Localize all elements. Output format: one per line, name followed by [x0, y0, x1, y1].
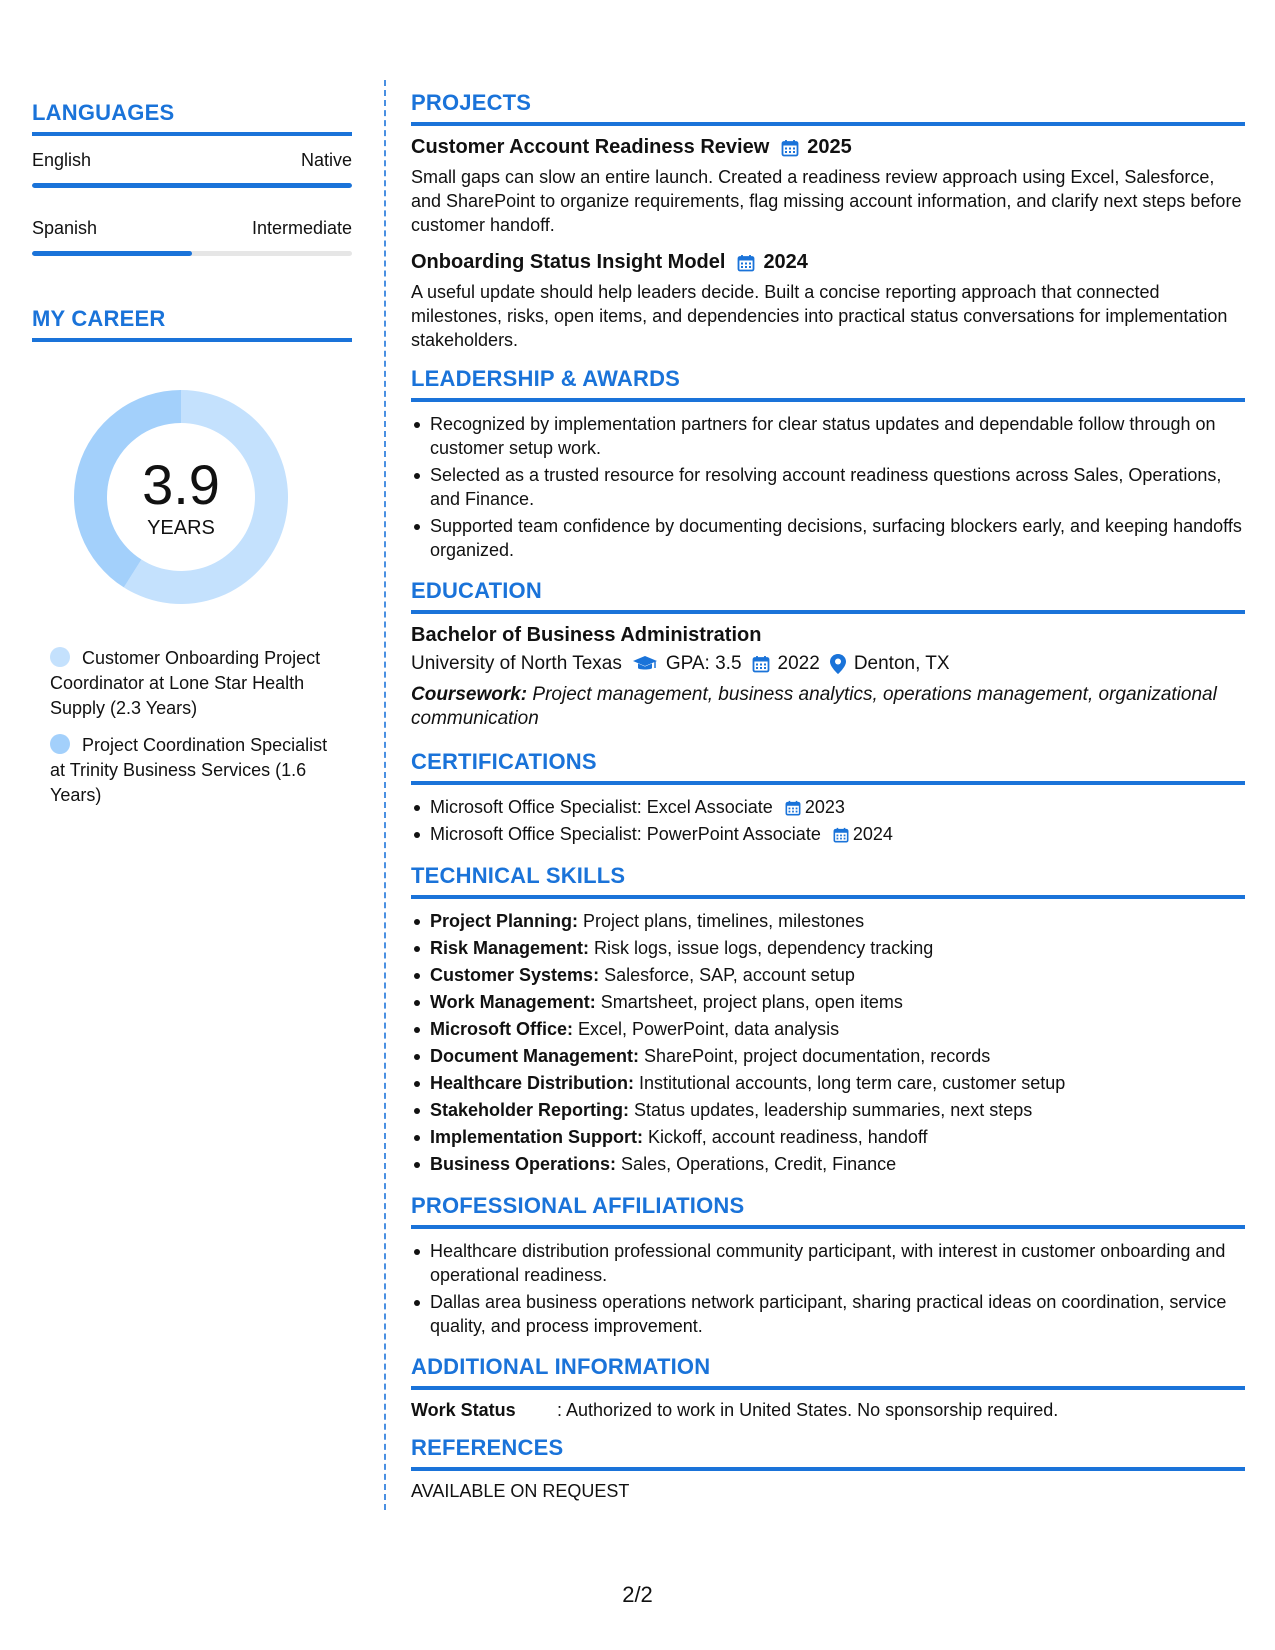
- skill-label: Implementation Support:: [430, 1127, 643, 1147]
- language-level: Native: [300, 150, 352, 170]
- language-item: [32, 150, 352, 188]
- location-pin-icon: [830, 654, 846, 674]
- skill-label: Stakeholder Reporting:: [430, 1100, 630, 1120]
- language-name: Spanish: [32, 218, 98, 238]
- page-number: 2/2: [622, 1582, 653, 1607]
- skills-title: TECHNICAL SKILLS: [411, 863, 1245, 899]
- calendar-icon: [785, 800, 801, 816]
- certifications-list: [411, 795, 1245, 847]
- list-item: [411, 909, 1245, 934]
- language-proficiency-bar: [32, 183, 352, 188]
- legend-dot-icon: [50, 647, 70, 667]
- skill-label: Risk Management:: [430, 938, 590, 958]
- coursework-label: Coursework:: [411, 684, 528, 705]
- career-legend: [32, 646, 352, 808]
- work-status-row: [411, 1400, 1245, 1421]
- left-column: [32, 100, 352, 820]
- work-status-label: Work Status: [411, 1400, 516, 1420]
- skill-label: Project Planning:: [430, 911, 579, 931]
- calendar-icon: [833, 827, 849, 843]
- additional-info-title: ADDITIONAL INFORMATION: [411, 1354, 1245, 1390]
- coursework-text: Project management, business analytics, operations management, organizational communication: [411, 684, 1217, 729]
- skill-value: Excel, PowerPoint, data analysis: [573, 1019, 840, 1039]
- career-total-years: 3.9: [142, 452, 220, 516]
- project-item: [411, 251, 1245, 352]
- education-year: 2022: [777, 653, 820, 674]
- education-title: EDUCATION: [411, 578, 1245, 614]
- legend-dot-icon: [50, 734, 70, 754]
- career-legend-text: Customer Onboarding Project Coordinator at Lone Star Health Supply (2.3 Years): [50, 648, 321, 718]
- language-proficiency-bar: [32, 251, 352, 256]
- calendar-icon: [781, 139, 799, 157]
- project-description: Small gaps can slow an entire launch. Created a readiness review approach using Excel, Salesforce, and SharePoint to organize requirements, flag missing account information, and clarify next steps before customer handoff.: [411, 167, 1242, 235]
- career-section: [32, 306, 352, 808]
- list-item: Selected as a trusted resource for resolving account readiness questions across Sales, Operations, and Finance.: [411, 463, 1245, 511]
- skill-value: Sales, Operations, Credit, Finance: [616, 1154, 897, 1174]
- certification-name: Microsoft Office Specialist: PowerPoint Associate: [430, 824, 821, 844]
- career-legend-item: [50, 646, 330, 721]
- project-item: [411, 136, 1245, 237]
- list-item: [411, 990, 1245, 1015]
- leadership-list: [411, 412, 1245, 562]
- certification-year: 2024: [852, 824, 893, 844]
- list-item: [411, 795, 1245, 820]
- list-item: [411, 1044, 1245, 1069]
- column-divider: [384, 80, 386, 1510]
- list-item: [411, 1152, 1245, 1177]
- education-coursework: [411, 683, 1245, 731]
- languages-title: LANGUAGES: [32, 100, 352, 136]
- list-item: [411, 822, 1245, 847]
- skill-value: Smartsheet, project plans, open items: [595, 992, 903, 1012]
- career-years-unit: YEARS: [147, 516, 215, 539]
- education-gpa: GPA: 3.5: [665, 653, 742, 674]
- right-column: [411, 90, 1245, 1502]
- skill-value: SharePoint, project documentation, records: [639, 1046, 991, 1066]
- calendar-icon: [752, 655, 770, 673]
- project-name: Onboarding Status Insight Model: [411, 251, 726, 273]
- skill-label: Business Operations:: [430, 1154, 617, 1174]
- skill-value: Kickoff, account readiness, handoff: [643, 1127, 928, 1147]
- skill-label: Microsoft Office:: [430, 1019, 574, 1039]
- certifications-title: CERTIFICATIONS: [411, 749, 1245, 785]
- education-school: University of North Texas: [411, 653, 622, 674]
- certification-name: Microsoft Office Specialist: Excel Associate: [430, 797, 773, 817]
- career-title: MY CAREER: [32, 306, 352, 342]
- list-item: [411, 1098, 1245, 1123]
- affiliations-list: [411, 1239, 1245, 1338]
- list-item: [411, 1017, 1245, 1042]
- project-year: 2025: [807, 136, 852, 158]
- skill-value: Salesforce, SAP, account setup: [599, 965, 855, 985]
- career-legend-text: Project Coordination Specialist at Trinity Business Services (1.6 Years): [50, 735, 328, 805]
- certification-year: 2023: [804, 797, 845, 817]
- list-item: Dallas area business operations network participant, sharing practical ideas on coordination, service quality, and process improvement.: [411, 1290, 1245, 1338]
- list-item: Healthcare distribution professional community participant, with interest in customer onboarding and operational readiness.: [411, 1239, 1245, 1287]
- career-donut-chart: [66, 382, 296, 612]
- work-status-value: : Authorized to work in United States. No sponsorship required.: [557, 1400, 1059, 1420]
- skill-value: Institutional accounts, long term care, customer setup: [634, 1073, 1066, 1093]
- affiliations-title: PROFESSIONAL AFFILIATIONS: [411, 1193, 1245, 1229]
- leadership-title: LEADERSHIP & AWARDS: [411, 366, 1245, 402]
- skill-label: Document Management:: [430, 1046, 640, 1066]
- skills-list: [411, 909, 1245, 1177]
- skill-label: Healthcare Distribution:: [430, 1073, 635, 1093]
- skill-value: Risk logs, issue logs, dependency tracking: [589, 938, 934, 958]
- project-year: 2024: [763, 251, 808, 273]
- list-item: Supported team confidence by documenting decisions, surfacing blockers early, and keeping handoffs organized.: [411, 514, 1245, 562]
- language-item: [32, 218, 352, 256]
- language-name: English: [32, 150, 92, 170]
- skill-value: Status updates, leadership summaries, next steps: [629, 1100, 1033, 1120]
- skill-label: Work Management:: [430, 992, 596, 1012]
- project-description: A useful update should help leaders decide. Built a concise reporting approach that connected milestones, risks, open items, and dependencies into practical status conversations for implementation stakeholders.: [411, 282, 1228, 350]
- education-degree: Bachelor of Business Administration: [411, 624, 762, 646]
- graduation-cap-icon: [632, 655, 658, 673]
- language-level: Intermediate: [251, 218, 352, 238]
- calendar-icon: [737, 254, 755, 272]
- references-text: AVAILABLE ON REQUEST: [411, 1481, 630, 1501]
- projects-title: PROJECTS: [411, 90, 1245, 126]
- list-item: [411, 1071, 1245, 1096]
- list-item: [411, 1125, 1245, 1150]
- list-item: [411, 936, 1245, 961]
- career-legend-item: [50, 733, 330, 808]
- skill-value: Project plans, timelines, milestones: [578, 911, 865, 931]
- list-item: [411, 963, 1245, 988]
- education-details: [411, 653, 1245, 675]
- references-title: REFERENCES: [411, 1435, 1245, 1471]
- list-item: Recognized by implementation partners for clear status updates and dependable follow through on customer setup work.: [411, 412, 1245, 460]
- language-proficiency-fill: [32, 251, 192, 256]
- skill-label: Customer Systems:: [430, 965, 600, 985]
- education-location: Denton, TX: [853, 653, 950, 674]
- language-proficiency-fill: [32, 183, 352, 188]
- project-name: Customer Account Readiness Review: [411, 136, 770, 158]
